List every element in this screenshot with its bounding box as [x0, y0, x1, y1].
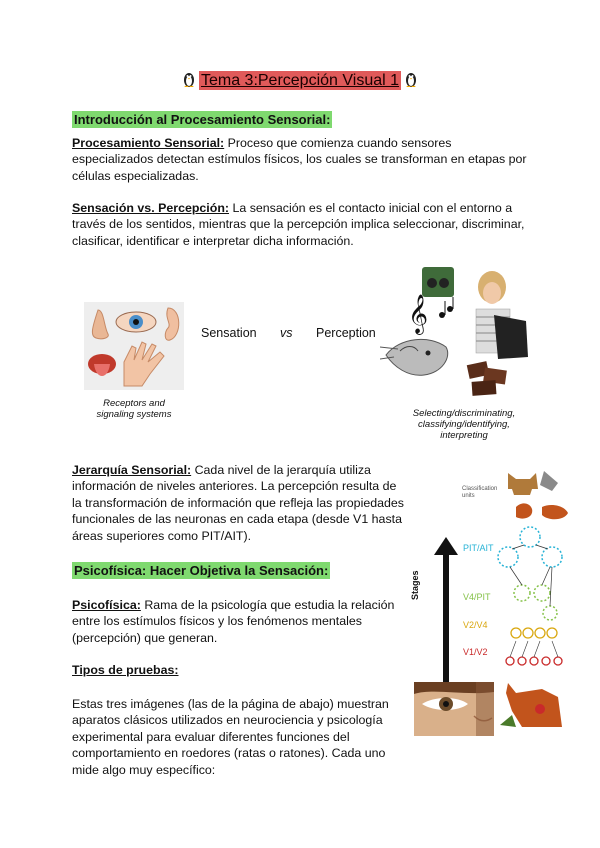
stage-pit-ait: PIT/AIT — [463, 543, 494, 553]
pruebas-heading: Tipos de pruebas: — [72, 663, 179, 677]
svg-text:𝄞: 𝄞 — [408, 294, 429, 334]
caption-left: Receptors and signaling systems — [96, 398, 172, 420]
classification-units-label: Classification units — [462, 486, 498, 499]
stage-v2-v4: V2/V4 — [463, 620, 488, 630]
sensation-label: Sensation — [201, 326, 257, 340]
psicofisica-heading: Psicofísica: Hacer Objetiva la Sensación: — [74, 563, 329, 578]
jerarquia-paragraph — [72, 462, 404, 544]
sens-term: Sensación vs. Percepción: — [72, 201, 230, 215]
title-text: Tema 3:Percepción Visual 1 — [200, 72, 400, 89]
eye-photo — [414, 682, 494, 736]
proc-text: Proceso que comienza cuando sensores especializados detectan estímulos físicos, los cuales se transforman en etapas por células especializadas. — [72, 136, 527, 183]
caption-right: Selecting/discriminating, classifying/identifying, interpreting — [412, 408, 516, 441]
stage-v4-pit: V4/PIT — [463, 592, 491, 602]
penguin-icon — [183, 71, 195, 87]
stage-v1-v2: V1/V2 — [463, 647, 488, 657]
senses-image — [84, 302, 184, 390]
vs-label: vs — [280, 326, 293, 340]
psicofisica-term: Psicofísica: — [72, 598, 141, 612]
jerarquia-text: Cada nivel de la jerarquía utiliza información de niveles anteriores. La percepción resulta de la transformación de información que refleja las propiedades funcionales de las neuronas en cada etapa (desde V1 hasta áreas superiores como PIT/AIT). — [72, 463, 404, 543]
page-title — [0, 71, 600, 90]
penguin-icon — [405, 71, 417, 87]
pruebas-paragraph: Estas tres imágenes (las de la página de abajo) muestran aparatos clásicos utilizados en neurociencia y psicología experimental para evaluar diferentes funciones del comportamiento en roedores (ratas o ratones). Cada uno mide algo muy específico: — [72, 697, 389, 777]
stages-axis-label: Stages — [410, 570, 420, 600]
sens-paragraph — [72, 200, 528, 249]
intro-heading: Introducción al Procesamiento Sensorial: — [74, 112, 331, 127]
proc-term: Procesamiento Sensorial: — [72, 136, 225, 150]
psicofisica-text: Rama de la psicología que estudia la relación entre los estímulos físicos y los fenómenos mentales (percepción) que generan. — [72, 598, 395, 645]
proc-paragraph — [72, 135, 532, 184]
perception-collage — [380, 265, 532, 400]
perception-label: Perception — [316, 326, 376, 340]
psicofisica-paragraph — [72, 597, 402, 646]
jerarquia-term: Jerarquía Sensorial: — [72, 463, 192, 477]
sens-text: La sensación es el contacto inicial con el entorno a través de los sentidos, mientras que la percepción implica seleccionar, discriminar, clasificar, identificar e interpretar dicha información. — [72, 201, 525, 248]
